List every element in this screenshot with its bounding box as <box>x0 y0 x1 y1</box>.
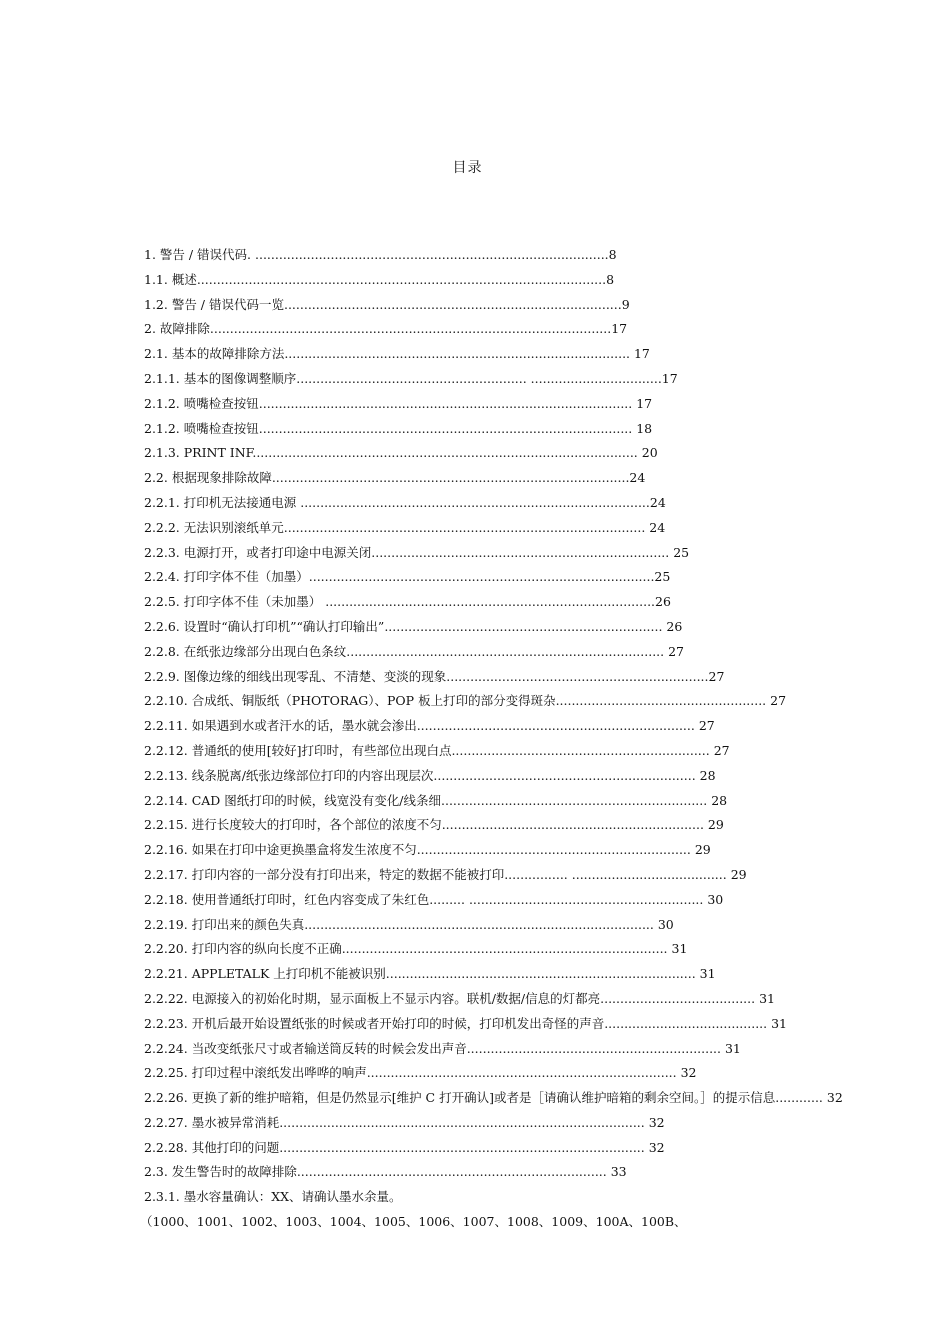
toc-entry: 2.2.20. 打印内容的纵向长度不正确.................................................................................. 31 <box>144 941 688 957</box>
toc-entry: 2.2.27. 墨水被异常消耗............................................................................................ 32 <box>144 1114 665 1130</box>
toc-entry: 2.2.9. 图像边缘的细线出现零乱、不清楚、变淡的现象..................................................................27 <box>144 668 725 684</box>
toc-entry: 2.2.22. 电源接入的初始化时期，显示面板上不显示内容。联机/数据/信息的灯都亮....................................... 31 <box>144 990 775 1006</box>
toc-entry: 2.2.1. 打印机无法接通电源 ........................................................................................24 <box>144 494 666 510</box>
toc-entry: 2.2.10. 合成纸、铜版纸（PHOTORAG）、POP 板上打印的部分变得斑杂..................................................... 27 <box>144 693 787 709</box>
toc-entry: 2.2.14. CAD 图纸打印的时候，线宽没有变化/线条细................................................................... 28 <box>144 792 728 808</box>
toc-entry: 2.2.11. 如果遇到水或者汗水的话，墨水就会渗出...................................................................... 27 <box>144 718 715 734</box>
toc-entry: 2.2.18. 使用普通纸打印时，红色内容变成了朱红色......... ........................................................... 30 <box>144 891 724 907</box>
toc-entry: 1.1. 概述.......................................................................................................8 <box>144 271 615 287</box>
toc-entry: 1.2. 警告 / 错误代码一览.....................................................................................9 <box>144 296 630 312</box>
toc-entry: 2.2.15. 进行长度较大的打印时，各个部位的浓度不匀.................................................................. 29 <box>144 817 724 833</box>
toc-entry: 2.2.26. 更换了新的维护暗箱，但是仍然显示[维护 C 打开确认]或者是［请确认维护暗箱的剩余空间。］的提示信息............ 32 <box>144 1090 843 1106</box>
toc-entry: 2.1.2. 喷嘴检查按钮.............................................................................................. 18 <box>144 420 653 436</box>
toc-entry: 2.2.28. 其他打印的问题............................................................................................ 32 <box>144 1139 665 1155</box>
toc-entry: 2.2.24. 当改变纸张尺寸或者输送筒反转的时候会发出声音................................................................ 31 <box>144 1040 741 1056</box>
toc-entry: 1. 警告 / 错误代码. .........................................................................................8 <box>144 247 617 262</box>
toc-entry: 2.2.21. APPLETALK 上打印机不能被识别.............................................................................. 31 <box>144 966 716 982</box>
toc-entry: 2.3. 发生警告时的故障排除.............................................................................. 33 <box>144 1164 627 1180</box>
toc-entry: 2. 故障排除.....................................................................................................17 <box>144 321 628 337</box>
toc-entry: 2.1.2. 喷嘴检查按钮.............................................................................................. 17 <box>144 395 653 411</box>
toc-entry: 2.2.3. 电源打开，或者打印途中电源关闭........................................................................... 25 <box>144 544 690 560</box>
page-title: 目录 <box>452 160 483 176</box>
toc-entry: 2.2.12. 普通纸的使用[较好]打印时，有些部位出现白点................................................................. 27 <box>144 742 730 758</box>
toc-entry: 2.2.16. 如果在打印中途更换墨盒将发生浓度不匀..................................................................... 29 <box>144 842 711 858</box>
toc-entry: 2.3.1. 墨水容量确认：XX、请确认墨水余量。 <box>144 1189 402 1205</box>
toc-entry: 2.2. 根据现象排除故障..........................................................................................24 <box>144 470 646 486</box>
toc-entry: 2.1. 基本的故障排除方法....................................................................................... 17 <box>144 346 650 362</box>
table-of-contents <box>140 243 934 1235</box>
toc-entry: 2.2.5. 打印字体不佳（未加墨） ...................................................................................26 <box>144 594 671 610</box>
toc-entry: 2.1.1. 基本的图像调整顺序.......................................................... .................................17 <box>144 370 678 386</box>
toc-entry: 2.2.4. 打印字体不佳（加墨）.......................................................................................25 <box>144 569 671 585</box>
toc-entry: 2.2.19. 打印出来的颜色失真........................................................................................ 30 <box>144 916 674 932</box>
toc-entry: 2.2.6. 设置时“确认打印机”“确认打印输出”...................................................................... 26 <box>144 618 683 634</box>
toc-entry: 2.2.13. 线条脱离/纸张边缘部位打印的内容出现层次.................................................................. 28 <box>144 767 716 783</box>
toc-entry: 2.2.23. 开机后最开始设置纸张的时候或者开始打印的时候，打印机发出奇怪的声音......................................... 31 <box>144 1015 787 1031</box>
toc-entry: 2.2.2. 无法识别滚纸单元........................................................................................... 24 <box>144 519 666 535</box>
toc-entry: 2.1.3. PRINT INF................................................................................................. 20 <box>144 445 658 461</box>
error-code-list: （1000、1001、1002、1003、1004、1005、1006、1007、1008、1009、100A、100B、 <box>140 1214 687 1230</box>
toc-entry: 2.2.17. 打印内容的一部分没有打印出来，特定的数据不能被打印................ ....................................... 29 <box>144 866 747 882</box>
toc-entry: 2.2.8. 在纸张边缘部分出现白色条纹................................................................................ 27 <box>144 643 685 659</box>
toc-entry: 2.2.25. 打印过程中滚纸发出哗哗的响声.............................................................................. 32 <box>144 1065 697 1081</box>
